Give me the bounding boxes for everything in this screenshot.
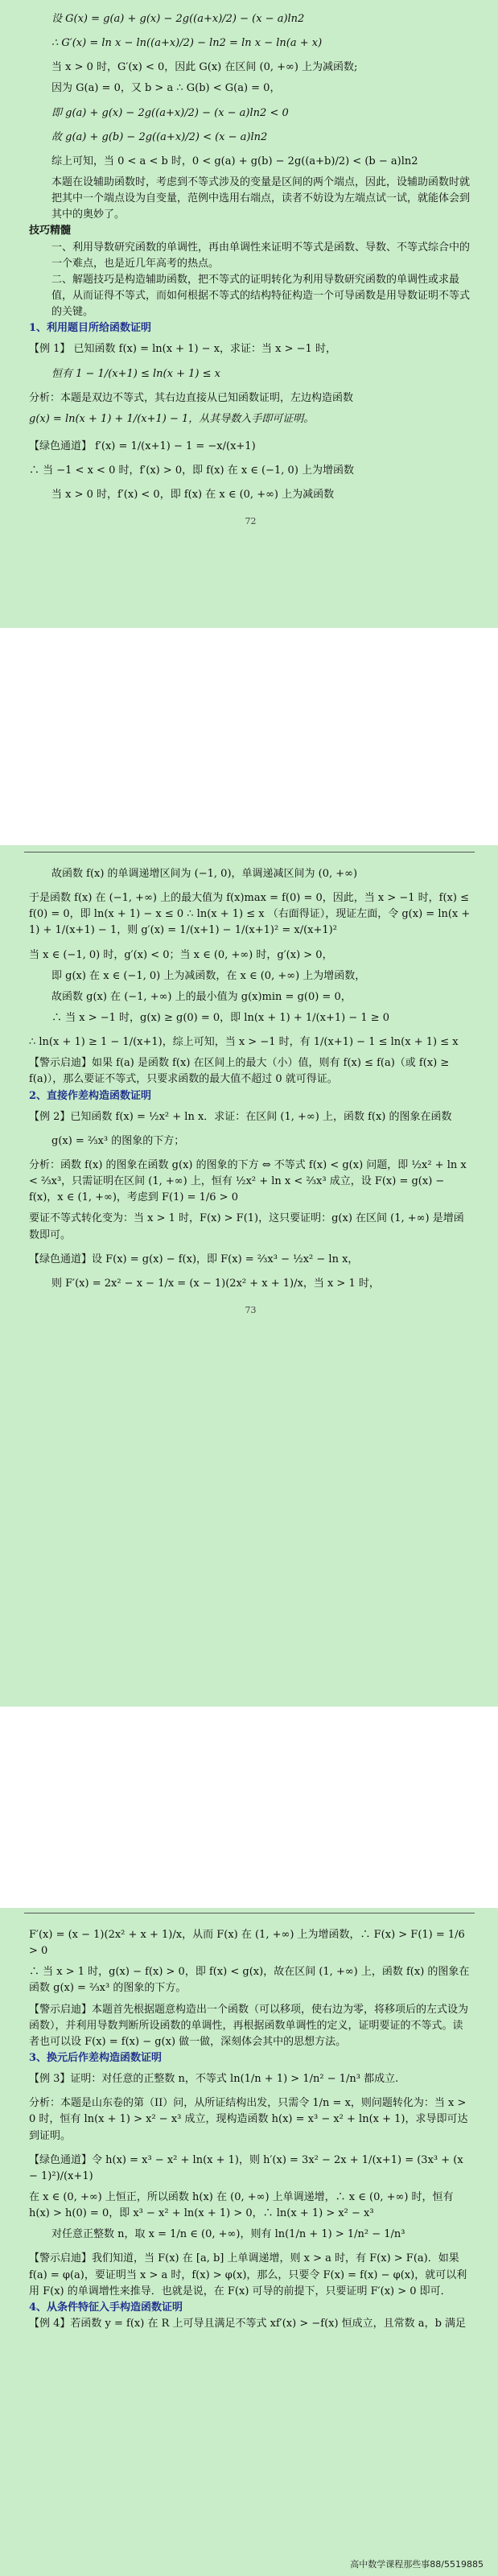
text-line: 要证不等式转化变为：当 x > 1 时，F(x) > F(1)，这只要证明：g(x) 在区间 (1, +∞) 是增函数即可。 [29,1212,464,1241]
solution-heading: 【绿色通道】 f′(x) = 1/(x+1) − 1 = −x/(x+1) [29,440,256,452]
subsection-heading: 3、换元后作差构造函数证明 [29,2051,163,2064]
page-gap [0,1707,498,1908]
analysis-text: 分析：本题是山东卷的第（II）问，从所证结构出发，只需令 1/n = x，则问题转化为：当 x > 0 时，恒有 ln(x + 1) > x² − x³ 成立，现构造函数 h(x) = x³ − x² + ln(x + 1)，求导即可达到证明。 [29,2097,468,2142]
solution-heading: 【绿色通道】设 F(x) = g(x) − f(x)，即 F(x) = ⅔x³ − ½x² − ln x， [29,1253,359,1265]
watermark-text: 高中数学课程那些事88/5519885 [350,2558,484,2570]
paragraph: 于是函数 f(x) 在 (−1, +∞) 上的最大值为 f(x)max = f(0) = 0，因此，当 x > −1 时，f(x) ≤ f(0) = 0，即 ln(x + 1) − x ≤ 0 ∴ ln(x + 1) ≤ x （右面得证），现证左面，令 g(x) = ln(x + 1) + 1/(x+1) − 1，则 g′(x) = 1/(x+1) − 1/(x+1)² = x/(x+1)² [29,892,471,937]
equation-line: g(x) = ln(x + 1) + 1/(x+1) − 1，从其导数入手即可证明。 [29,412,315,425]
document-page-3 [0,1908,498,2576]
text-line: 故函数 g(x) 在 (−1, +∞) 上的最小值为 g(x)min = g(0) = 0， [51,990,352,1003]
text-line: F′(x) = (x − 1)(2x² + x + 1)/x，从而 F(x) 在 (1, +∞) 上为增函数，∴ F(x) > F(1) = 1/6 > 0 [29,1929,465,1958]
text-line: g(x) = ⅔x³ 的图象的下方； [51,1134,185,1147]
equation-line: 恒有 1 − 1/(x+1) ≤ ln(x + 1) ≤ x [51,367,220,380]
subsection-heading: 2、直接作差构造函数证明 [29,1089,152,1102]
text-line: 当 x > 0 时，G′(x) < 0，因此 G(x) 在区间 (0, +∞) 上为减函数; [51,61,358,74]
text-line: 当 x ∈ (−1, 0) 时，g′(x) < 0；当 x ∈ (0, +∞) 时，g′(x) > 0， [29,948,333,961]
subsection-heading: 1、利用题目所给函数证明 [29,322,152,335]
warning-note: 【警示启迪】本题首先根据题意构造出一个函数（可以移项，使右边为零，将移项后的左式设为函数），并利用导数判断所设函数的单调性，再根据函数单调性的定义，证明要证的不等式。读者也可以设 F(x) = f(x) − g(x) 做一做，深刻体会其中的思想方法。 [29,2003,469,2048]
equation-line: 故 g(a) + g(b) − 2g((a+x)/2) < (x − a)ln2 [51,130,268,143]
page-gap [0,628,498,845]
page-number: 72 [245,516,257,527]
text-line: ∴ 当 x > −1 时，g(x) ≥ g(0) = 0，即 ln(x + 1) + 1/(x+1) − 1 ≥ 0 [51,1011,390,1024]
text-line: ∴ 当 x > 1 时，g(x) − f(x) > 0，即 f(x) < g(x)，故在区间 (1, +∞) 上，函数 f(x) 的图象在函数 g(x) = ⅔x³ 的图象的下方。 [29,1966,470,1995]
text-line: 因为 G(a) = 0，又 b > a ∴ G(b) < G(a) = 0， [51,82,281,95]
page-number: 73 [245,1304,257,1315]
text-line: 综上可知，当 0 < a < b 时，0 < g(a) + g(b) − 2g((a+b)/2) < (b − a)ln2 [51,155,418,167]
equation-line: 即 g(a) + g(x) − 2g((a+x)/2) − (x − a)ln2 < 0 [51,106,289,119]
equation-line: ∴ G′(x) = ln x − ln((a+x)/2) − ln2 = ln x − ln(a + x) [51,37,323,50]
equation-line: 设 G(x) = g(a) + g(x) − 2g((a+x)/2) − (x − a)ln2 [51,13,305,25]
analysis-text: 分析：函数 f(x) 的图象在函数 g(x) 的图象的下方 ⇔ 不等式 f(x) < g(x) 问题，即 ½x² + ln x < ⅔x³，只需证明在区间 (1, +∞) 上，恒有 ½x² + ln x < ⅔x³ 成立，设 F(x) = g(x) − f(x)，x ∈ (1, +∞)，考虑到 F(1) = 1/6 > 0 [29,1158,467,1204]
text-line: 当 x > 0 时，f′(x) < 0，即 f(x) 在 x ∈ (0, +∞) 上为减函数 [51,489,335,502]
text-line: 故函数 f(x) 的单调递增区间为 (−1, 0)，单调递减区间为 (0, +∞) [51,868,358,880]
text-line: 即 g(x) 在 x ∈ (−1, 0) 上为减函数，在 x ∈ (0, +∞) 上为增函数， [51,969,366,982]
equation-line: 则 F′(x) = 2x² − x − 1/x = (x − 1)(2x² + x + 1)/x，当 x > 1 时， [51,1277,380,1290]
text-line: 对任意正整数 n，取 x = 1/n ∈ (0, +∞)，则有 ln(1/n + 1) > 1/n² − 1/n³ [51,2228,405,2241]
subsection-heading: 4、从条件特征入手构造函数证明 [29,2301,183,2314]
document-page-1 [0,0,498,628]
warning-note: 【警示启迪】我们知道，当 F(x) 在 [a, b] 上单调递增，则 x > a 时，有 F(x) > F(a)．如果 f(a) = φ(a)，要证明当 x > a 时，f(x) > φ(x)，那么，只要令 F(x) = f(x) − φ(x)，就可以利用 F(x) 的单调增性来推导．也就是说，在 F(x) 可导的前提下，只要证明 F′(x) > 0 即可． [29,2252,467,2297]
paragraph: 一、利用导数研究函数的单调性，再由单调性来证明不等式是函数、导数、不等式综合中的一个难点，也是近几年高考的热点。 [51,241,471,270]
example-3-statement: 【例 3】证明：对任意的正整数 n，不等式 ln(1/n + 1) > 1/n² − 1/n³ 都成立. [29,2073,399,2086]
paragraph: 本题在设辅助函数时，考虑到不等式涉及的变量是区间的两个端点，因此，设辅助函数时就把其中一个端点设为自变量，范例中选用右端点，读者不妨设为左端点试一试，就能体会到其中的奥妙了。 [51,175,471,221]
section-heading: 技巧精髓 [29,225,72,237]
text-line: ∴ ln(x + 1) ≥ 1 − 1/(x+1)，综上可知，当 x > −1 时，有 1/(x+1) − 1 ≤ ln(x + 1) ≤ x [29,1036,459,1049]
paragraph: 二、解题技巧是构造辅助函数，把不等式的证明转化为利用导数研究函数的单调性或求最值，从而证得不等式，而如何根据不等式的结构特征构造一个可导函数是用导数证明不等式的关键。 [51,273,471,319]
example-4-statement: 【例 4】若函数 y = f(x) 在 R 上可导且满足不等式 xf′(x) > −f(x) 恒成立，且常数 a，b 满足 [29,2317,467,2330]
text-line: ∴ 当 −1 < x < 0 时，f′(x) > 0，即 f(x) 在 x ∈ (−1, 0) 上为增函数 [29,464,355,477]
warning-note: 【警示启迪】如果 f(a) 是函数 f(x) 在区间上的最大（小）值，则有 f(x) ≤ f(a)（或 f(x) ≥ f(a)），那么要证不等式，只要求函数的最大值不超过 0 就可得证。 [29,1057,450,1086]
example-2-statement: 【例 2】已知函数 f(x) = ½x² + ln x．求证：在区间 (1, +∞) 上，函数 f(x) 的图象在函数 [29,1110,452,1123]
analysis-text: 分析：本题是双边不等式，其右边直接从已知函数证明，左边构造函数 [29,391,354,404]
example-1-statement: 【例 1】 已知函数 f(x) = ln(x + 1) − x，求证：当 x > −1 时， [29,343,336,356]
solution-heading: 【绿色通道】令 h(x) = x³ − x² + ln(x + 1)，则 h′(x) = 3x² − 2x + 1/(x+1) = (3x³ + (x − 1)²)/(x+1) [29,2153,463,2182]
document-page-2 [0,845,498,1707]
text-line: 在 x ∈ (0, +∞) 上恒正，所以函数 h(x) 在 (0, +∞) 上单调递增，∴ x ∈ (0, +∞) 时，恒有 h(x) > h(0) = 0，即 x³ − x² + ln(x + 1) > 0，∴ ln(x + 1) > x² − x³ [29,2190,454,2220]
